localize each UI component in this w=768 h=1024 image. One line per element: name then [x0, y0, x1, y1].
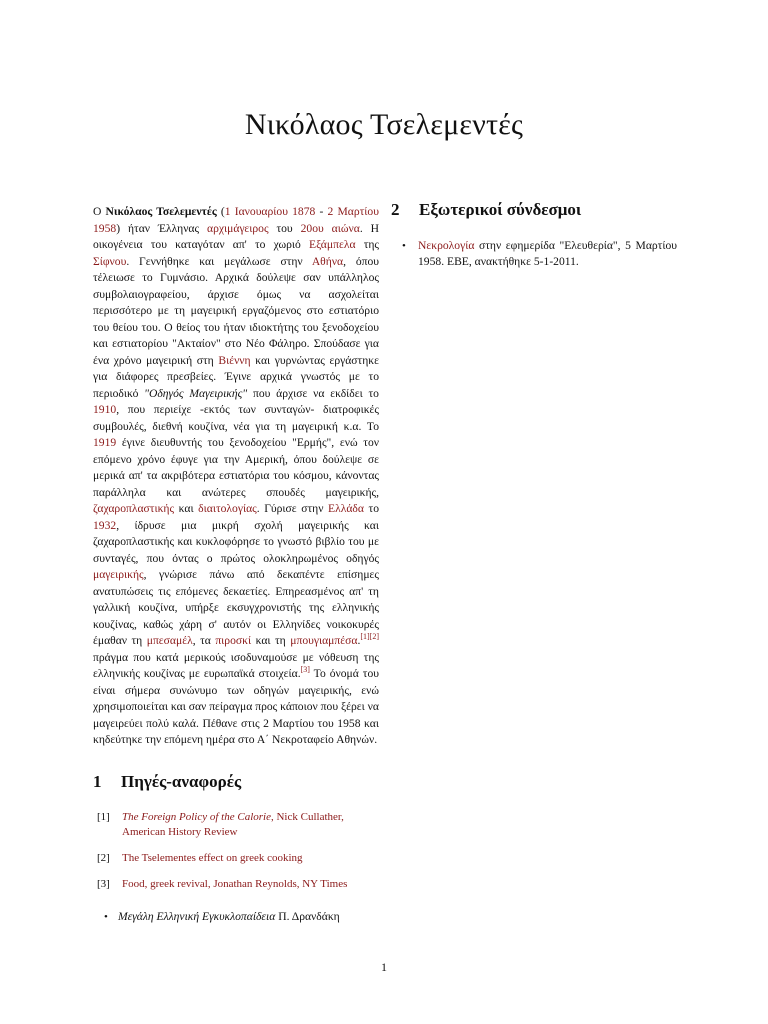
- reference-link[interactable]: Food, greek revival, Jonathan Reynolds, NY Times: [122, 878, 348, 890]
- obituary-link[interactable]: Νεκρολογία: [418, 239, 475, 252]
- link-dietetics[interactable]: διαιτολογίας: [198, 502, 257, 515]
- references-list: [93, 810, 379, 903]
- bullet-icon: •: [104, 911, 108, 923]
- citation-2[interactable]: [2]: [369, 632, 379, 642]
- reference-link[interactable]: The Tselementes effect on greek cooking: [122, 852, 303, 864]
- references-title: Πηγές-αναφορές: [121, 772, 242, 791]
- main-paragraph: Ο Νικόλαος Τσελεμεντές (1 Ιανουαρίου 1878 - 2 Μαρτίου 1958) ήταν Έλληνας αρχιμάγειρος του 20ου αιώνα. Η οικογένεια του καταγόταν απ' το χωριό Εξάμπελα της Σίφνου. Γεννήθηκε και μεγάλωσε στην Αθήνα, όπου τέλειωσε το Γυμνάσιο. Αρχικά δούλεψε σαν υπάλληλος συμβολαιογραφείου, άρχισε όμως να ασχολείται περισσότερο με τη μαγειρική εργαζόμενος στο εστιατόριο του θείου του. Ο θείος του ήταν ιδιοκτήτης του ξενοδοχείου και εστιατορίου "Ακταίον" στο Νέο Φάληρο. Σπούδασε για ένα χρόνο μαγειρική στη Βιέννη και γυρνώντας εργάστηκε για διάφορες πρεσβείες. Έγινε αρχικά γνωστός με το περιοδικό "Οδηγός Μαγειρικής" που άρχισε να εκδίδει το 1910, που περιείχε -εκτός των συνταγών- διατροφικές συμβουλές, διεθνή κουζίνα, νέα για τη μαγειρική κ.α. Το 1919 έγινε διευθυντής του ξενοδοχείου "Ερμής", ενώ τον επόμενο χρόνο έφυγε για την Αμερική, όπου δούλεψε σε μερικά απ' τα ακριβότερα εστιατόρια του κόσμου, κάνοντας παράλληλα και ανώτερες σπουδές μαγειρικής, ζαχαροπλαστικής και διαιτολογίας. Γύρισε στην Ελλάδα το 1932, ίδρυσε μια μικρή σχολή μαγειρικής και ζαχαροπλαστικής και κυκλοφόρησε το γνωστό βιβλίο του με συνταγές, που όντας ο πρώτος ολοκληρωμένος οδηγός μαγειρικής, γνώρισε πάνω από δεκαπέντε επίσημες ανατυπώσεις τις επόμενες δεκαετίες. Επηρεασμένος απ' τη γαλλική κουζίνα, υπήρξε εκσυγχρονιστής της ελληνικής κουζίνας, καθώς χάρη σ' αυτόν οι Ελληνίδες νοικοκυρές έμαθαν τη μπεσαμέλ, τα πιροσκί και τη μπουγιαμπέσα.[1][2] πράγμα που κατά μερικούς ισοδυναμούσε με νόθευση της ελληνικής κουζίνας με ευρωπαϊκά στοιχεία.[3] Το όνομά του είναι σήμερα συνώνυμο των οδηγών μαγειρικής, ενώ χρησιμοποιείται και σαν πείραγμα προς κάποιον που ξέρει να μαγειρεύει πολύ καλά. Πέθανε στις 2 Μαρτίου του 1958 και κηδεύτηκε την επόμενη ημέρα στο Α΄ Νεκροταφείο Αθηνών.: [93, 205, 380, 746]
- reference-number: [3]: [97, 878, 110, 890]
- link-pastry[interactable]: ζαχαροπλαστικής: [93, 502, 175, 515]
- link-exampela[interactable]: Εξάμπελα: [308, 238, 356, 251]
- reference-link[interactable]: The Foreign Policy of the Calorie: [122, 811, 271, 823]
- link-piroski[interactable]: πιροσκί: [215, 634, 252, 647]
- link-1919[interactable]: 1919: [93, 436, 117, 449]
- article-body: [93, 204, 379, 749]
- link-bechamel[interactable]: μπεσαμέλ: [146, 634, 193, 647]
- external-links-heading: [391, 200, 677, 220]
- link-century[interactable]: 20ου αιώνα: [300, 221, 360, 235]
- link-athens[interactable]: Αθήνα: [311, 254, 344, 268]
- bibliography-list: [93, 909, 379, 925]
- references-number: 1: [93, 772, 102, 791]
- link-bouillabaisse[interactable]: μπουγιαμπέσα: [290, 634, 358, 647]
- references-heading: [93, 772, 379, 792]
- encyclopedia-title: Μεγάλη Ελληνική Εγκυκλοπαίδεια: [118, 910, 276, 923]
- bibliography-item: [93, 909, 379, 925]
- citation-1[interactable]: [1]: [360, 632, 370, 642]
- obituary-description: στην εφημερίδα "Ελευθερία", 5 Μαρτίου 1958. ΕΒΕ, ανακτήθηκε 5-1-2011.: [418, 239, 677, 268]
- external-links-number: 2: [391, 200, 400, 219]
- magazine-title: "Οδηγός Μαγειρικής": [144, 386, 248, 400]
- link-sifnos[interactable]: Σίφνου: [93, 254, 127, 268]
- encyclopedia-publisher: Π. Δρανδάκη: [275, 910, 340, 923]
- link-greece[interactable]: Ελλάδα: [328, 502, 364, 515]
- link-1932[interactable]: 1932: [93, 518, 117, 532]
- page-number: 1: [381, 960, 387, 974]
- citation-3[interactable]: [3]: [300, 665, 310, 675]
- reference-item: [93, 810, 379, 840]
- external-links-list: [391, 238, 677, 270]
- external-links-title: Εξωτερικοί σύνδεσμοι: [419, 200, 582, 219]
- external-links-section: [391, 200, 677, 270]
- reference-item: [93, 877, 379, 892]
- link-vienna[interactable]: Βιέννη: [218, 353, 251, 367]
- reference-source-link[interactable]: , Nick Cullather, American History Review: [122, 811, 344, 838]
- link-chef[interactable]: αρχιμάγειρος: [207, 221, 269, 235]
- link-cooking[interactable]: μαγειρικής: [93, 568, 144, 581]
- external-link-item: [391, 238, 677, 270]
- bullet-icon: •: [402, 240, 406, 252]
- link-birth-date[interactable]: 1 Ιανουαρίου 1878: [224, 205, 316, 218]
- reference-item: [93, 851, 379, 866]
- subject-name: Νικόλαος Τσελεμεντές: [105, 205, 217, 218]
- reference-number: [1]: [97, 811, 110, 823]
- link-1910[interactable]: 1910: [93, 403, 117, 416]
- reference-number: [2]: [97, 852, 110, 864]
- page-title: Νικόλαος Τσελεμεντές: [244, 108, 524, 141]
- link-death-date[interactable]: 2 Μαρτίου 1958: [93, 205, 379, 235]
